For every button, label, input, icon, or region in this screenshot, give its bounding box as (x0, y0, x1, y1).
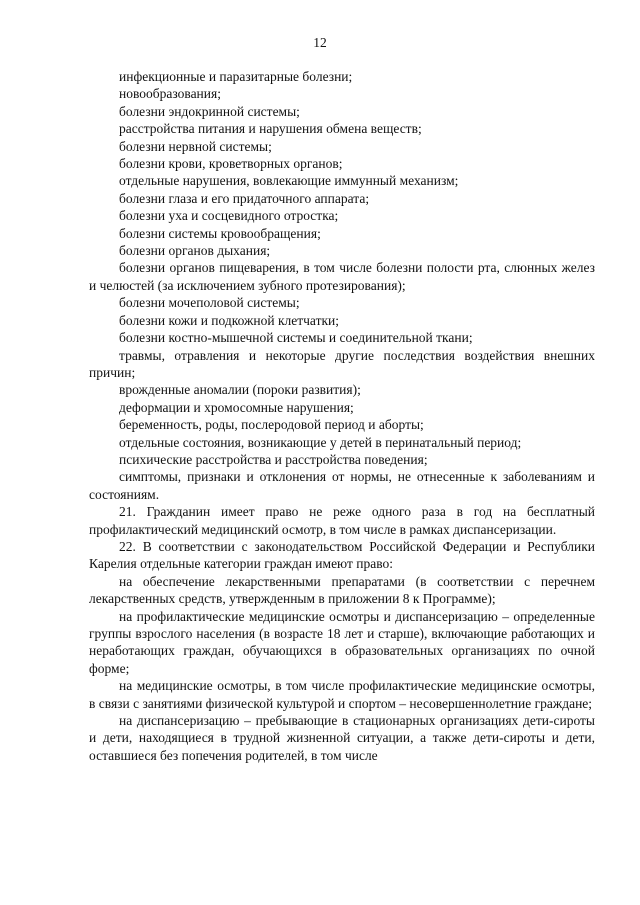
paragraph: отдельные состояния, возникающие у детей в перинатальный период; (119, 434, 522, 450)
paragraph: болезни костно-мышечной системы и соединительной ткани; (119, 330, 473, 346)
paragraph: на диспансеризацию – пребывающие в стационарных организациях дети-сироты и дети, находящиеся в трудной жизненной ситуации, а также дети-сироты и дети, оставшиеся без попечения родителей, в том числе (89, 713, 595, 763)
paragraph: болезни глаза и его придаточного аппарата; (119, 190, 370, 206)
paragraph: инфекционные и паразитарные болезни; (119, 69, 353, 84)
paragraph: расстройства питания и нарушения обмена веществ; (119, 121, 422, 137)
paragraph: на профилактические медицинские осмотры и диспансеризацию – определенные группы взрослого населения (в возрасте 18 лет и старше), включающие работающих и неработающих граждан, обучающихся в образовательных организациях по очной форме; (89, 608, 595, 676)
paragraph: болезни крови, кроветворных органов; (119, 156, 343, 172)
paragraph: болезни уха и сосцевидного отростка; (119, 208, 339, 224)
paragraph: болезни органов пищеварения, в том числе болезни полости рта, слюнных желез и челюстей (за исключением зубного протезирования); (89, 260, 595, 293)
paragraph: травмы, отравления и некоторые другие последствия воздействия внешних причин; (89, 347, 595, 380)
paragraph: на обеспечение лекарственными препаратами (в соответствии с перечнем лекарственных средств, утвержденным в приложении 8 к Программе); (89, 573, 595, 607)
paragraph: на медицинские осмотры, в том числе профилактические медицинские осмотры, в связи с занятиями физической культурой и спортом – несовершеннолетние граждане; (89, 678, 595, 711)
paragraph: отдельные нарушения, вовлекающие иммунный механизм; (119, 173, 459, 189)
paragraph: болезни эндокринной системы; (119, 103, 300, 119)
paragraph: болезни органов дыхания; (119, 243, 271, 259)
paragraph: болезни мочеполовой системы; (119, 295, 300, 311)
paragraph: врожденные аномалии (пороки развития); (119, 382, 361, 398)
paragraph: болезни системы кровообращения; (119, 225, 321, 241)
document-body (89, 68, 595, 764)
paragraph: деформации и хромосомные нарушения; (119, 399, 354, 415)
paragraph: беременность, роды, послеродовой период и аборты; (119, 417, 424, 433)
paragraph: болезни кожи и подкожной клетчатки; (119, 312, 340, 328)
paragraph: 21. Гражданин имеет право не реже одного раза в год на бесплатный профилактический медицинский осмотр, в том числе в рамках диспансеризации. (89, 504, 595, 537)
paragraph: симптомы, признаки и отклонения от нормы, не отнесенные к заболеваниям и состояниям. (89, 469, 595, 502)
paragraph: 22. В соответствии с законодательством Российской Федерации и Республики Карелия отдельные категории граждан имеют право: (89, 538, 595, 572)
paragraph: болезни нервной системы; (119, 138, 272, 154)
paragraph: психические расстройства и расстройства поведения; (119, 451, 428, 467)
paragraph: новообразования; (119, 86, 221, 102)
page-number: 12 (313, 35, 327, 50)
